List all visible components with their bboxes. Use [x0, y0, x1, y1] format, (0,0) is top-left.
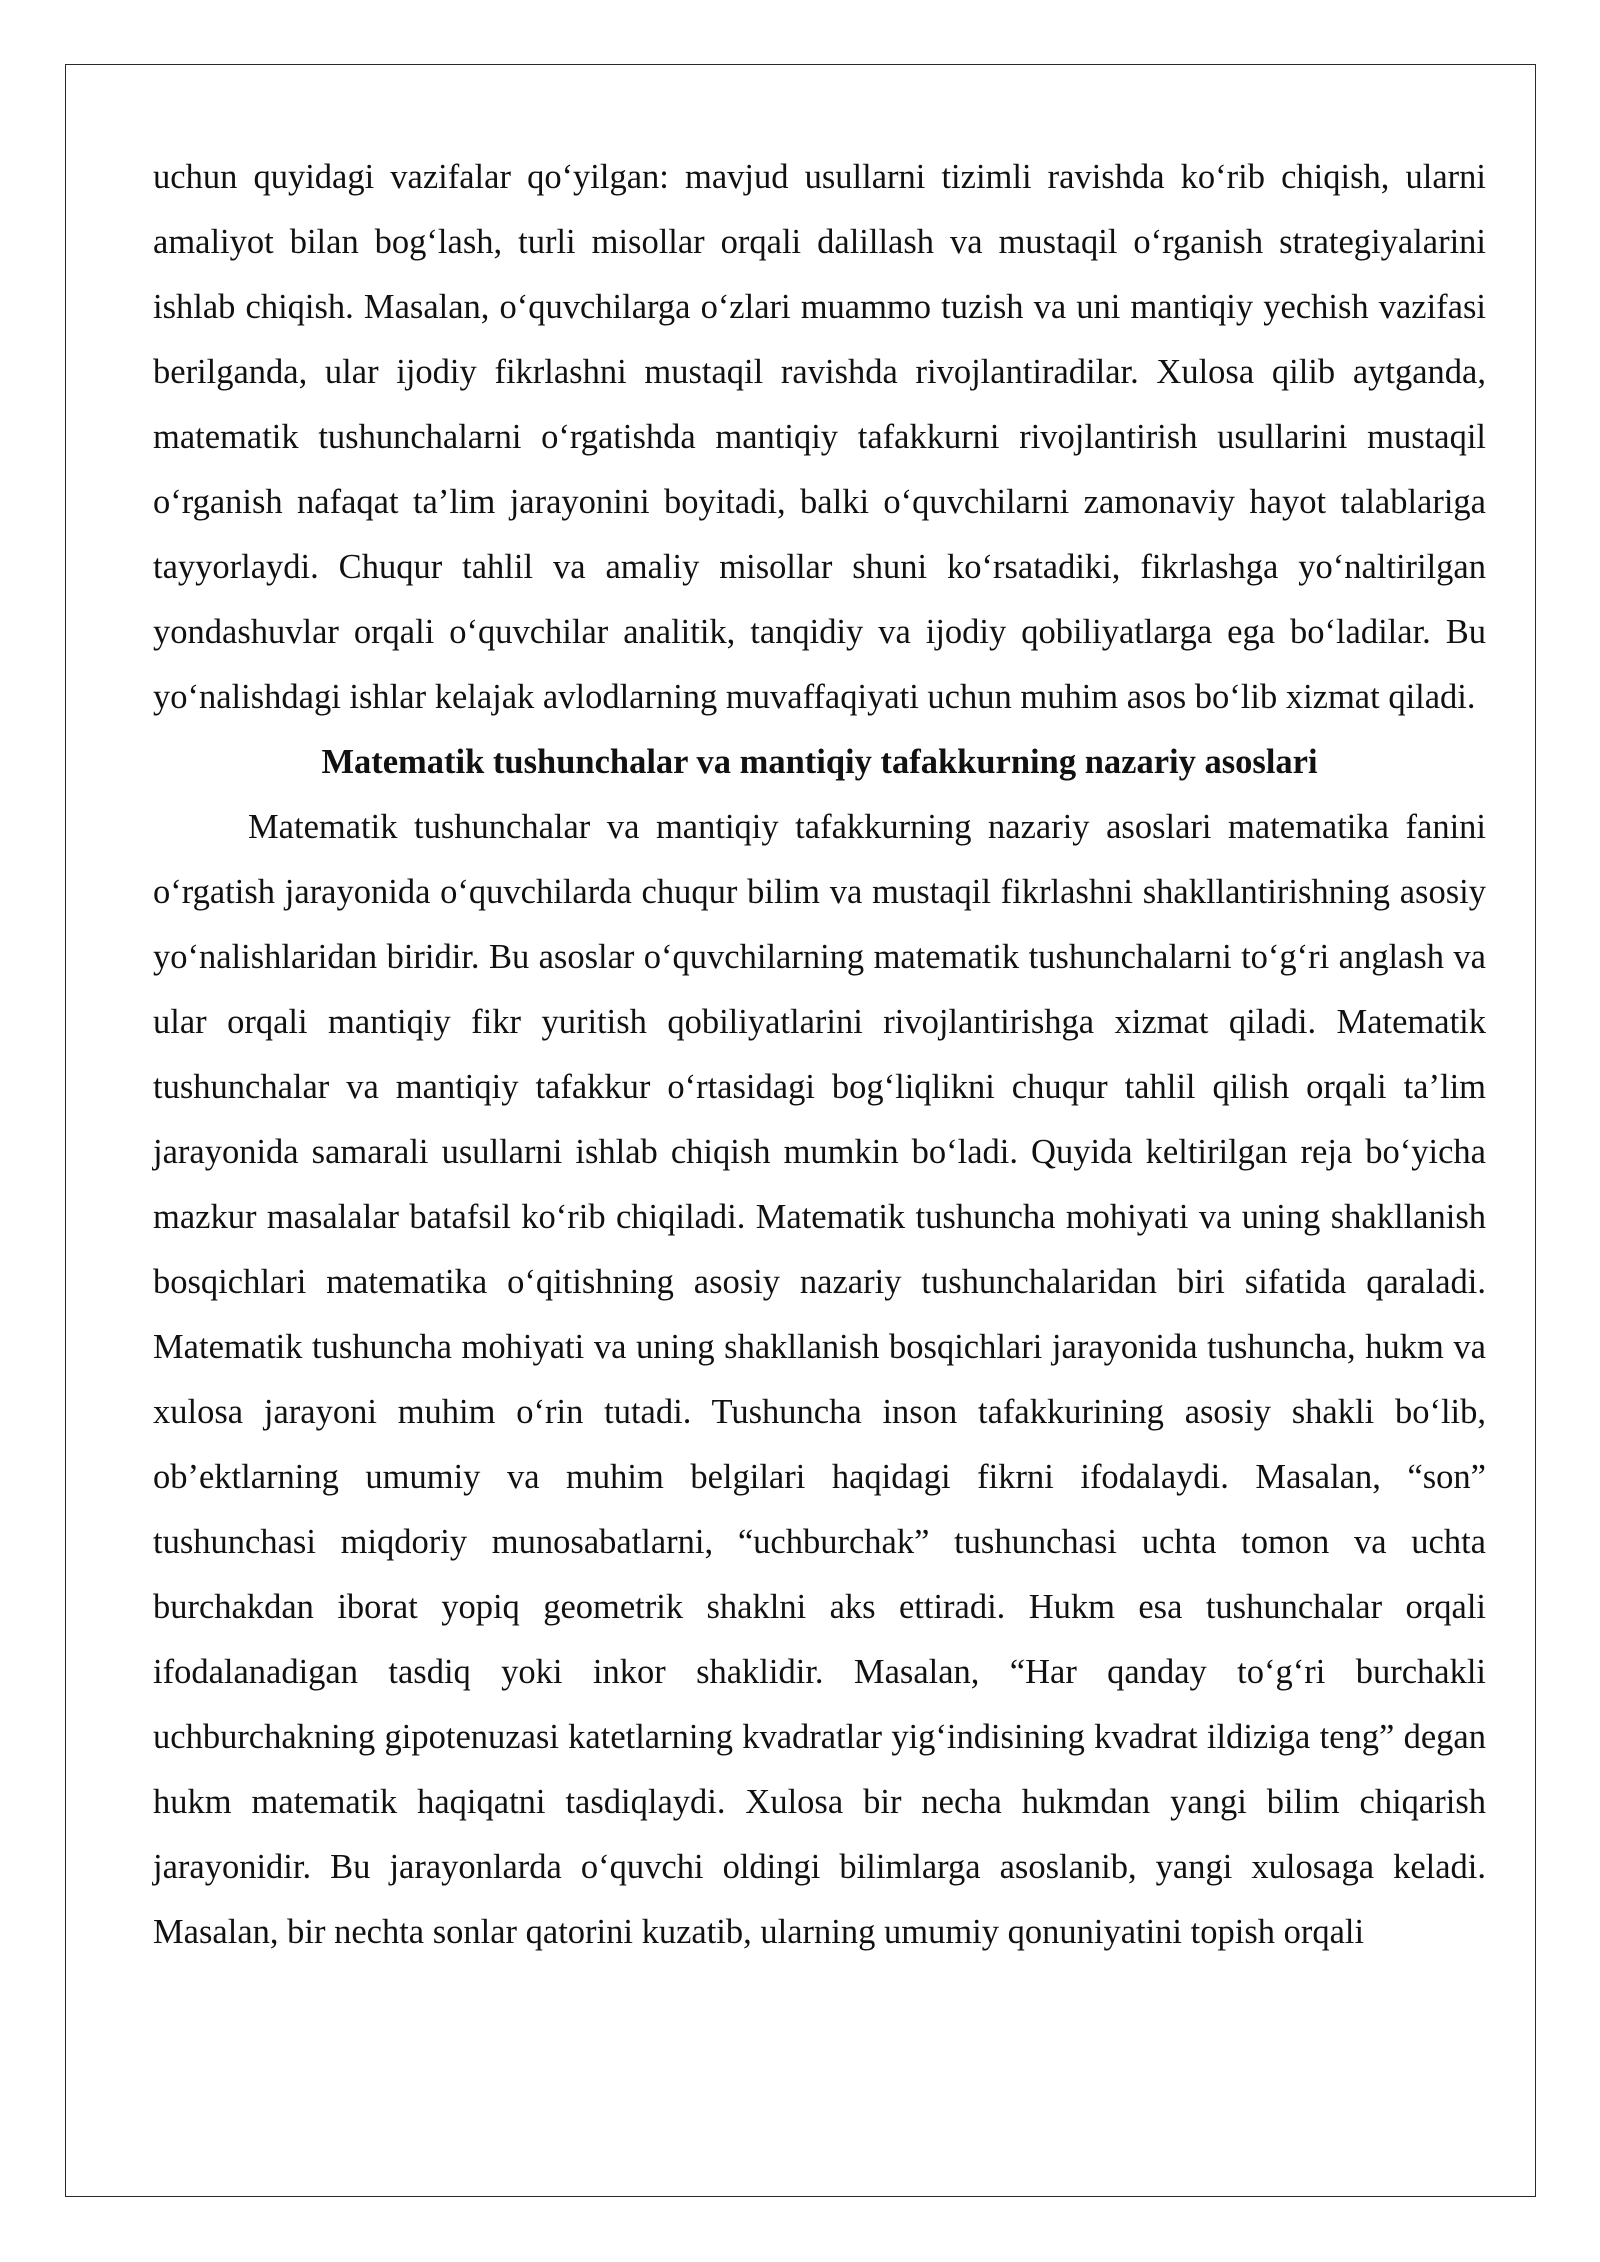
document-body: [153, 145, 1486, 1965]
paragraph-theory: Matematik tushunchalar va mantiqiy tafakkurning nazariy asoslari matematika fanini o‘rgatish jarayonida o‘quvchilarda chuqur bilim va mustaqil fikrlashni shakllantirishning asosiy yo‘nalishlaridan biridir. Bu asoslar o‘quvchilarning matematik tushunchalarni to‘g‘ri anglash va ular orqali mantiqiy fikr yuritish qobiliyatlarini rivojlantirishga xizmat qiladi. Matematik tushunchalar va mantiqiy tafakkur o‘rtasidagi bog‘liqlikni chuqur tahlil qilish orqali ta’lim jarayonida samarali usullarni ishlab chiqish mumkin bo‘ladi. Quyida keltirilgan reja bo‘yicha mazkur masalalar batafsil ko‘rib chiqiladi. Matematik tushuncha mohiyati va uning shakllanish bosqichlari matematika o‘qitishning asosiy nazariy tushunchalaridan biri sifatida qaraladi. Matematik tushuncha mohiyati va uning shakllanish bosqichlari jarayonida tushuncha, hukm va xulosa jarayoni muhim o‘rin tutadi. Tushuncha inson tafakkurining asosiy shakli bo‘lib, ob’ektlarning umumiy va muhim belgilari haqidagi fikrni ifodalaydi. Masalan, “son” tushunchasi miqdoriy munosabatlarni, “uchburchak” tushunchasi uchta tomon va uchta burchakdan iborat yopiq geometrik shaklni aks ettiradi. Hukm esa tushunchalar orqali ifodalanadigan tasdiq yoki inkor shaklidir. Masalan, “Har qanday to‘g‘ri burchakli uchburchakning gipotenuzasi katetlarning kvadratlar yig‘indisining kvadrat ildiziga teng” degan hukm matematik haqiqatni tasdiqlaydi. Xulosa bir necha hukmdan yangi bilim chiqarish jarayonidir. Bu jarayonlarda o‘quvchi oldingi bilimlarga asoslanib, yangi xulosaga keladi. Masalan, bir nechta sonlar qatorini kuzatib, ularning umumiy qonuniyatini topish orqali: [153, 808, 1486, 1951]
paragraph-continuation: uchun quyidagi vazifalar qo‘yilgan: mavjud usullarni tizimli ravishda ko‘rib chiqish, ularni amaliyot bilan bog‘lash, turli misollar orqali dalillash va mustaqil o‘rganish strategiyalarini ishlab chiqish. Masalan, o‘quvchilarga o‘zlari muammo tuzish va uni mantiqiy yechish vazifasi berilganda, ular ijodiy fikrlashni mustaqil ravishda rivojlantiradilar. Xulosa qilib aytganda, matematik tushunchalarni o‘rgatishda mantiqiy tafakkurni rivojlantirish usullarini mustaqil o‘rganish nafaqat ta’lim jarayonini boyitadi, balki o‘quvchilarni zamonaviy hayot talablariga tayyorlaydi. Chuqur tahlil va amaliy misollar shuni ko‘rsatadiki, fikrlashga yo‘naltirilgan yondashuvlar orqali o‘quvchilar analitik, tanqidiy va ijodiy qobiliyatlarga ega bo‘ladilar. Bu yo‘nalishdagi ishlar kelajak avlodlarning muvaffaqiyati uchun muhim asos bo‘lib xizmat qiladi.: [153, 158, 1486, 716]
section-heading: Matematik tushunchalar va mantiqiy tafakkurning nazariy asoslari: [321, 743, 1318, 781]
